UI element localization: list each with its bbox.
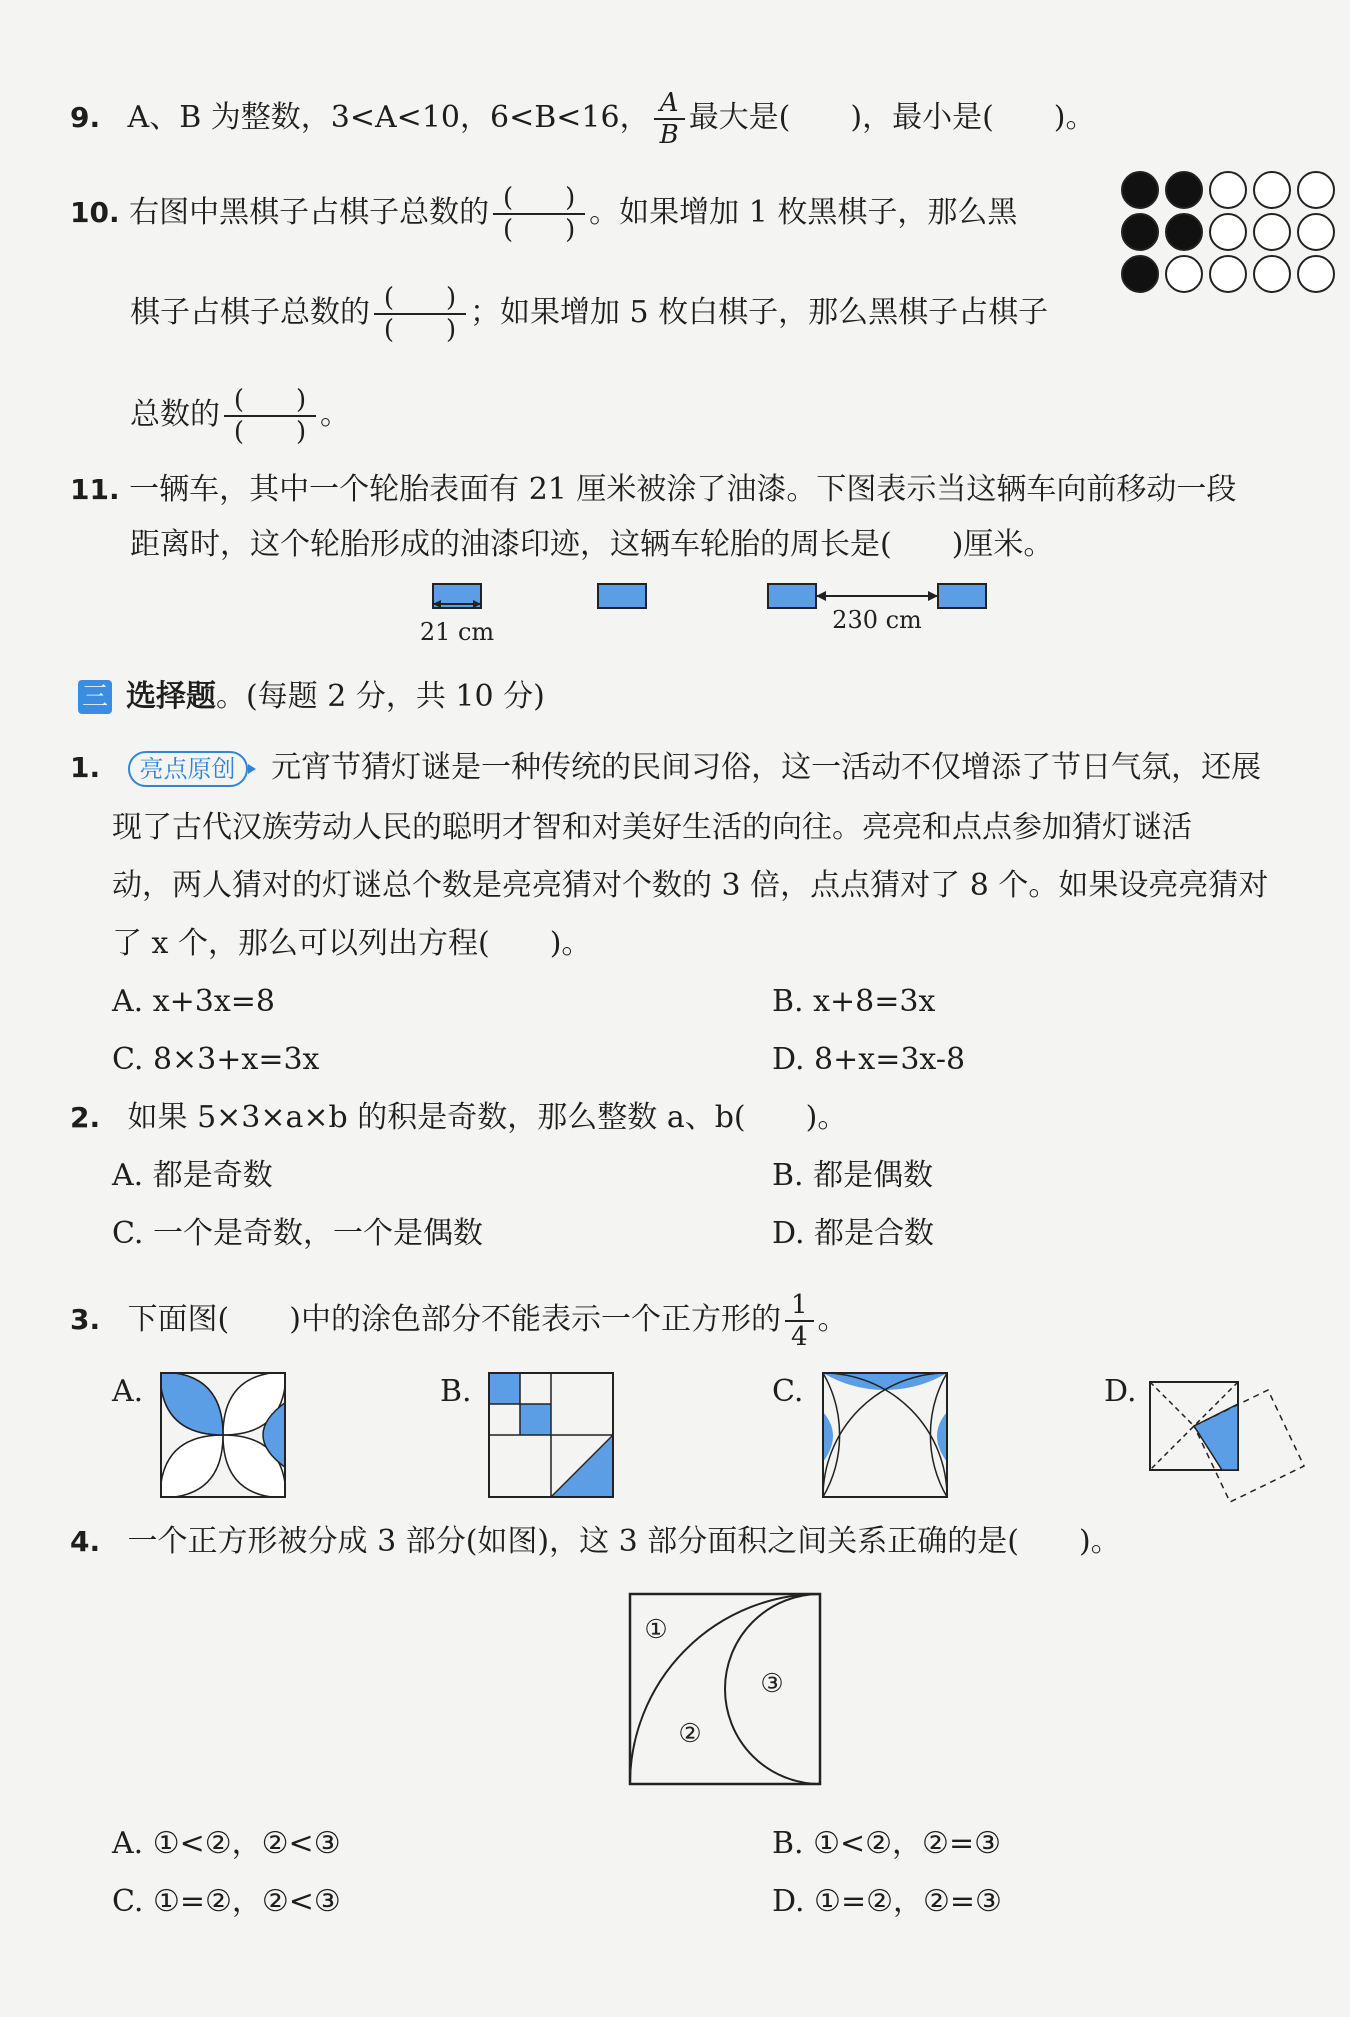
question-text: 一个正方形被分成 3 部分(如图)，这 3 部分面积之间关系正确的是( )。 xyxy=(127,1524,1121,1559)
choice-4-stem xyxy=(70,1522,1121,1562)
fraction-numerator: A xyxy=(654,88,685,120)
white-chess-piece xyxy=(1298,256,1334,292)
question-11-line-2 xyxy=(130,525,1053,565)
question-text: 一辆车，其中一个轮胎表面有 21 厘米被涂了油漆。下图表示当这辆车向前移动一段 xyxy=(129,472,1237,507)
fraction-a-over-b xyxy=(654,88,685,150)
choice-3-stem xyxy=(70,1290,848,1352)
choice-1-option-c[interactable]: C. 8×3+x=3x xyxy=(112,1042,320,1077)
white-chess-piece xyxy=(1298,214,1334,250)
region-1-label: ① xyxy=(644,1615,668,1645)
fraction-one-quarter xyxy=(785,1290,814,1352)
choice-1-line-3: 动，两人猜对的灯谜总个数是亮亮猜对个数的 3 倍，点点猜对了 8 个。如果设亮亮猜对 xyxy=(112,868,1269,903)
fraction-denominator: 4 xyxy=(790,1322,808,1352)
question-text: 。 xyxy=(320,397,350,432)
question-number: 4. xyxy=(70,1525,101,1558)
question-number: 2. xyxy=(70,1101,101,1134)
question-text: 。 xyxy=(817,1302,848,1337)
choice-2-stem xyxy=(70,1098,847,1138)
question-9 xyxy=(70,88,1096,150)
choice-4-option-b[interactable]: B. ①<②，②=③ xyxy=(772,1826,1001,1861)
section-title xyxy=(126,677,545,717)
answer-fraction-blank xyxy=(374,283,466,345)
choice-1-line-2: 现了古代汉族劳动人民的聪明才智和对美好生活的向往。亮亮和点点参加猜灯谜活 xyxy=(112,810,1192,845)
choice-2-option-b[interactable]: B. 都是偶数 xyxy=(772,1158,934,1193)
region-2-label: ② xyxy=(678,1719,702,1749)
question-text: 元宵节猜灯谜是一种传统的民间习俗，这一活动不仅增添了节日气氛，还展 xyxy=(271,750,1262,785)
white-chess-piece xyxy=(1166,256,1202,292)
question-10-line-2 xyxy=(130,283,1048,345)
choice-3-figure-d[interactable] xyxy=(1148,1376,1318,1506)
choice-3-label-d[interactable]: D. xyxy=(1104,1374,1137,1409)
choice-3-label-a[interactable]: A. xyxy=(112,1374,144,1409)
choice-2-option-c[interactable]: C. 一个是奇数，一个是偶数 xyxy=(112,1216,483,1251)
label-230cm: 230 cm xyxy=(832,606,922,634)
question-text: A、B 为整数，3<A<10，6<B<16， xyxy=(127,100,650,135)
fraction-denominator: B xyxy=(659,120,679,150)
black-chess-piece xyxy=(1122,172,1158,208)
paint-mark-4 xyxy=(938,584,986,608)
question-text: 如果 5×3×a×b 的积是奇数，那么整数 a、b( )。 xyxy=(127,1100,848,1135)
white-chess-piece xyxy=(1298,172,1334,208)
question-text: 最大是( )，最小是( )。 xyxy=(688,100,1096,135)
paint-mark-2 xyxy=(598,584,646,608)
white-chess-piece xyxy=(1210,256,1246,292)
fraction-numerator-blank: ( ) xyxy=(493,183,585,215)
black-chess-piece xyxy=(1122,214,1158,250)
white-chess-piece xyxy=(1210,214,1246,250)
choice-1-line-4: 了 x 个，那么可以列出方程( )。 xyxy=(112,926,592,961)
fraction-numerator: 1 xyxy=(785,1290,814,1322)
choice-2-option-a[interactable]: A. 都是奇数 xyxy=(112,1158,273,1193)
black-chess-piece xyxy=(1166,214,1202,250)
choice-3-label-b[interactable]: B. xyxy=(440,1374,472,1409)
question-text: 棋子占棋子总数的 xyxy=(130,295,370,330)
choice-1-option-d[interactable]: D. 8+x=3x-8 xyxy=(772,1042,966,1077)
choice-3-label-c[interactable]: C. xyxy=(772,1374,804,1409)
fraction-numerator-blank: ( ) xyxy=(224,385,316,417)
question-number: 1. xyxy=(70,751,101,784)
paint-mark-3 xyxy=(768,584,816,608)
choice-1-option-a[interactable]: A. x+3x=8 xyxy=(112,984,276,1019)
black-chess-piece xyxy=(1166,172,1202,208)
choice-4-option-c[interactable]: C. ①=②，②<③ xyxy=(112,1884,341,1919)
question-text: 。如果增加 1 枚黑棋子，那么黑 xyxy=(589,195,1018,230)
choice-1-line-1 xyxy=(70,748,1261,788)
choice-3-figure-b[interactable] xyxy=(488,1372,614,1498)
paint-mark-figure xyxy=(410,578,1010,658)
section-title-text: 选择题 xyxy=(126,679,216,714)
question-number: 9. xyxy=(70,101,101,134)
choice-3-figure-a[interactable] xyxy=(160,1372,286,1498)
question-text: 距离时，这个轮胎形成的油漆印迹，这辆车轮胎的周长是( )厘米。 xyxy=(130,527,1054,562)
choice-4-option-d[interactable]: D. ①=②，②=③ xyxy=(772,1884,1002,1919)
choice-3-figure-c[interactable] xyxy=(822,1372,948,1498)
question-text: 右图中黑棋子占棋子总数的 xyxy=(129,195,490,230)
fraction-denominator-blank: ( ) xyxy=(383,315,457,345)
section-badge: 三 xyxy=(78,680,112,714)
question-text: 下面图( )中的涂色部分不能表示一个正方形的 xyxy=(127,1302,781,1337)
choice-2-option-d[interactable]: D. 都是合数 xyxy=(772,1216,935,1251)
choice-4-option-a[interactable]: A. ①<②，②<③ xyxy=(112,1826,341,1861)
choice-1-option-b[interactable]: B. x+8=3x xyxy=(772,984,936,1019)
white-chess-piece xyxy=(1254,214,1290,250)
question-text: 总数的 xyxy=(130,397,220,432)
question-number: 10. xyxy=(70,196,120,229)
question-text: ；如果增加 5 枚白棋子，那么黑棋子占棋子 xyxy=(470,295,1049,330)
fraction-denominator-blank: ( ) xyxy=(503,215,576,245)
white-chess-piece xyxy=(1210,172,1246,208)
choice-4-figure xyxy=(628,1592,824,1788)
question-10-line-3 xyxy=(130,385,350,447)
chess-pieces-figure xyxy=(1118,168,1344,298)
answer-fraction-blank xyxy=(224,385,316,447)
question-11-line-1 xyxy=(70,470,1236,510)
white-chess-piece xyxy=(1254,172,1290,208)
black-chess-piece xyxy=(1122,256,1158,292)
question-number: 3. xyxy=(70,1303,101,1336)
section-note: 。(每题 2 分，共 10 分) xyxy=(216,679,545,714)
answer-fraction-blank xyxy=(493,183,585,245)
original-badge: 亮点原创 xyxy=(128,751,248,787)
white-chess-piece xyxy=(1254,256,1290,292)
fraction-numerator-blank: ( ) xyxy=(374,283,466,315)
question-10-line-1 xyxy=(70,183,1017,245)
region-3-label: ③ xyxy=(760,1669,784,1699)
question-number: 11. xyxy=(70,473,120,506)
label-21cm: 21 cm xyxy=(419,618,495,646)
fraction-denominator-blank: ( ) xyxy=(233,417,307,447)
